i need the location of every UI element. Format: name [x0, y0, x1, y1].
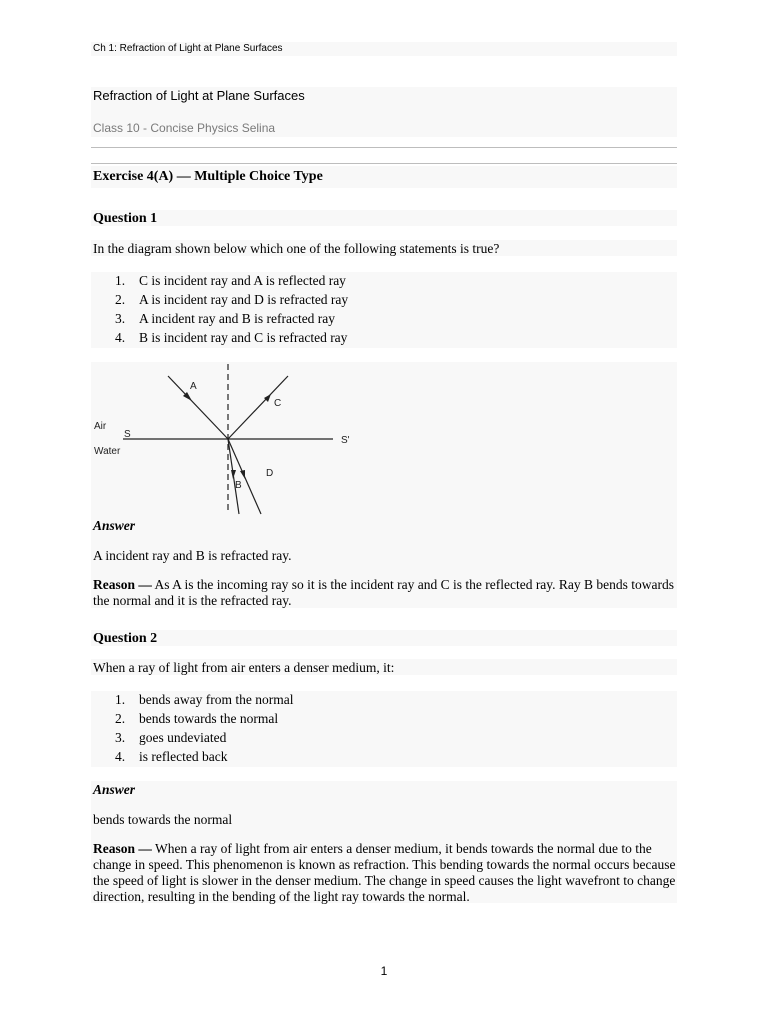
- label-c: C: [274, 398, 282, 409]
- label-d: D: [266, 468, 274, 479]
- page-title: Refraction of Light at Plane Surfaces: [93, 88, 305, 103]
- q1-reason: [93, 577, 677, 609]
- q2-answer-label: Answer: [93, 782, 136, 797]
- q1-options: [93, 271, 348, 347]
- option-text: B is incident ray and C is refracted ray: [139, 330, 348, 345]
- q2-answer: bends towards the normal: [93, 812, 233, 827]
- q1-text: In the diagram shown below which one of the following statements is true?: [93, 241, 500, 256]
- q2-options: [93, 690, 293, 766]
- q2-text: When a ray of light from air enters a denser medium, it:: [93, 660, 395, 675]
- label-a: A: [190, 381, 197, 392]
- option-number: 3.: [115, 311, 126, 326]
- q1-reason-label: Reason —: [93, 577, 152, 592]
- q2-option: [93, 709, 293, 728]
- option-number: 2.: [115, 711, 126, 726]
- page-number: 1: [380, 964, 388, 978]
- label-s: S: [124, 429, 131, 440]
- option-text: C is incident ray and A is reflected ray: [139, 273, 346, 288]
- option-number: 4.: [115, 749, 126, 764]
- q1-answer-label: Answer: [93, 518, 136, 533]
- q2-reason: [93, 841, 677, 905]
- q1-option: [93, 290, 348, 309]
- q2-option: [93, 747, 293, 766]
- arrow-d: [240, 470, 245, 479]
- option-text: goes undeviated: [139, 730, 227, 745]
- q2-option: [93, 690, 293, 709]
- option-text: A is incident ray and D is refracted ray: [139, 292, 349, 307]
- label-air: Air: [94, 421, 107, 432]
- label-water: Water: [94, 446, 121, 457]
- q2-reason-label: Reason —: [93, 841, 152, 856]
- running-header: Ch 1: Refraction of Light at Plane Surfaces: [93, 43, 283, 54]
- q1-heading: Question 1: [93, 211, 158, 226]
- divider-bottom: [91, 163, 677, 164]
- q1-option: [93, 328, 348, 347]
- option-text: is reflected back: [139, 749, 228, 764]
- refraction-diagram: [91, 362, 361, 520]
- label-s-prime: S': [341, 435, 350, 446]
- ray-a-line: [168, 376, 228, 439]
- q1-heading-band: [91, 210, 677, 226]
- q2-heading: Question 2: [93, 631, 158, 646]
- option-text: bends away from the normal: [139, 692, 294, 707]
- divider-top: [91, 147, 677, 148]
- option-text: bends towards the normal: [139, 711, 279, 726]
- q2-heading-band: [91, 630, 677, 646]
- option-number: 2.: [115, 292, 126, 307]
- option-number: 1.: [115, 273, 126, 288]
- option-text: A incident ray and B is refracted ray: [139, 311, 336, 326]
- label-b: B: [235, 480, 242, 491]
- q1-option: [93, 271, 348, 290]
- option-number: 3.: [115, 730, 126, 745]
- q1-option: [93, 309, 348, 328]
- q1-reason-text: As A is the incoming ray so it is the incident ray and C is the reflected ray. Ray B bends towards the normal and it is the refracted ray.: [93, 577, 675, 608]
- q1-answer: A incident ray and B is refracted ray.: [93, 548, 292, 563]
- page-subtitle: Class 10 - Concise Physics Selina: [93, 121, 276, 135]
- q2-option: [93, 728, 293, 747]
- option-number: 4.: [115, 330, 126, 345]
- q2-reason-text: When a ray of light from air enters a denser medium, it bends towards the normal due to the change in speed. This phenomenon is known as refraction. This bending towards the normal occurs because the speed of light is slower in the denser medium. The change in speed causes the light wavefront to change direction, resulting in the bending of the light ray towards the normal.: [93, 841, 676, 904]
- exercise-heading: Exercise 4(A) — Multiple Choice Type: [93, 169, 323, 184]
- option-number: 1.: [115, 692, 126, 707]
